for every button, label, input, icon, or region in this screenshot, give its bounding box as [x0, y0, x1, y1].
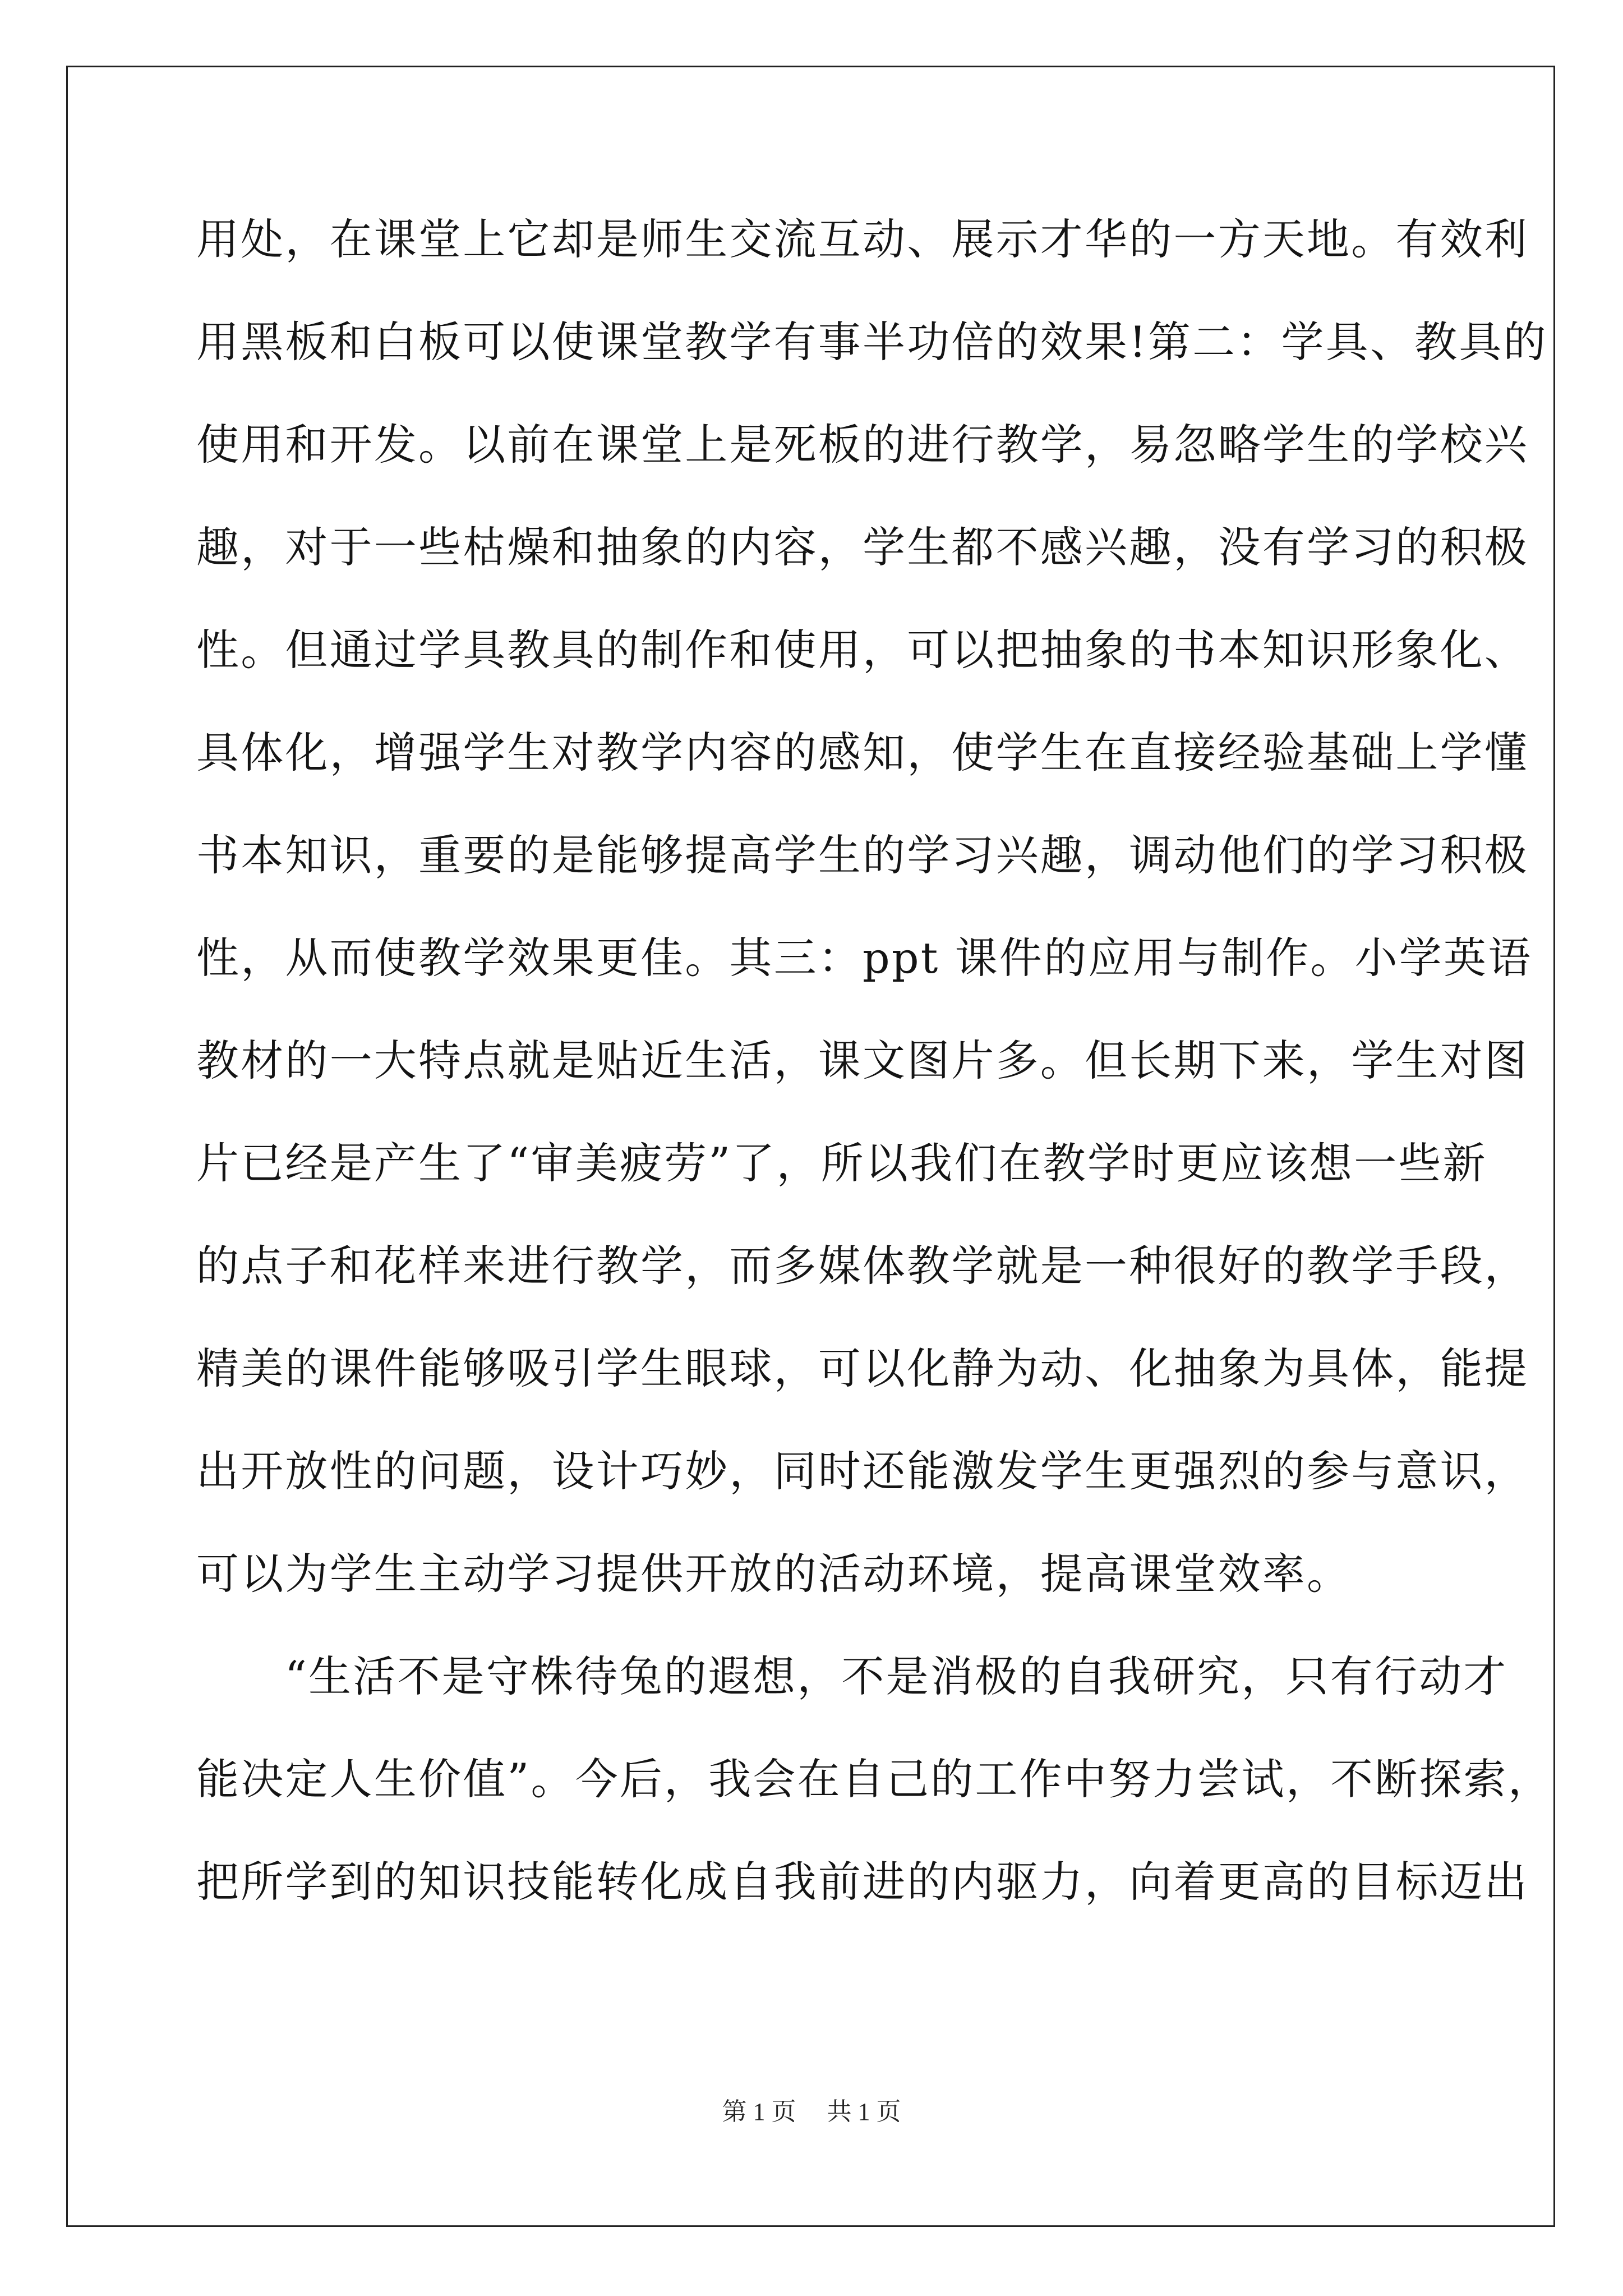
text-line: 性，从而使教学效果更佳。其三：ppt 课件的应用与制作。小学英语 [196, 933, 1533, 983]
text-line: 趣，对于一些枯燥和抽象的内容，学生都不感兴趣，没有学习的积极 [196, 522, 1529, 572]
text-line: 精美的课件能够吸引学生眼球，可以化静为动、化抽象为具体，能提 [196, 1343, 1529, 1393]
page-total: 共 1 页 [827, 2098, 901, 2125]
text-line: 性。但通过学具教具的制作和使用，可以把抽象的书本知识形象化、 [196, 625, 1529, 675]
text-line: 具体化，增强学生对教学内容的感知，使学生在直接经验基础上学懂 [196, 728, 1529, 777]
text-line: 使用和开发。以前在课堂上是死板的进行教学，易忽略学生的学校兴 [196, 420, 1529, 470]
text-line: 出开放性的问题，设计巧妙，同时还能激发学生更强烈的参与意识， [196, 1446, 1529, 1496]
text-line: 用黑板和白板可以使课堂教学有事半功倍的效果!第二：学具、教具的 [196, 317, 1548, 367]
text-line: 用处，在课堂上它却是师生交流互动、展示才华的一方天地。有效利 [196, 214, 1529, 264]
page-number: 第 1 页 [722, 2098, 796, 2125]
page-footer [0, 2091, 1623, 2127]
text-line: 能决定人生价值”。今后，我会在自己的工作中努力尝试，不断探索， [196, 1754, 1553, 1804]
text-line: 可以为学生主动学习提供开放的活动环境，提高课堂效率。 [196, 1549, 1352, 1599]
paragraph-first-line: “生活不是守株待兔的遐想，不是消极的自我研究，只有行动才 [285, 1651, 1508, 1701]
text-line: 的点子和花样来进行教学，而多媒体教学就是一种很好的教学手段， [196, 1241, 1529, 1291]
document-body [196, 209, 1553, 1954]
text-line: 书本知识，重要的是能够提高学生的学习兴趣，调动他们的学习积极 [196, 830, 1529, 880]
text-line: 片已经是产生了“审美疲劳”了，所以我们在教学时更应该想一些新 [196, 1138, 1487, 1188]
text-line: 把所学到的知识技能转化成自我前进的内驱力，向着更高的目标迈出 [196, 1857, 1529, 1907]
text-line: 教材的一大特点就是贴近生活，课文图片多。但长期下来，学生对图 [196, 1036, 1529, 1085]
